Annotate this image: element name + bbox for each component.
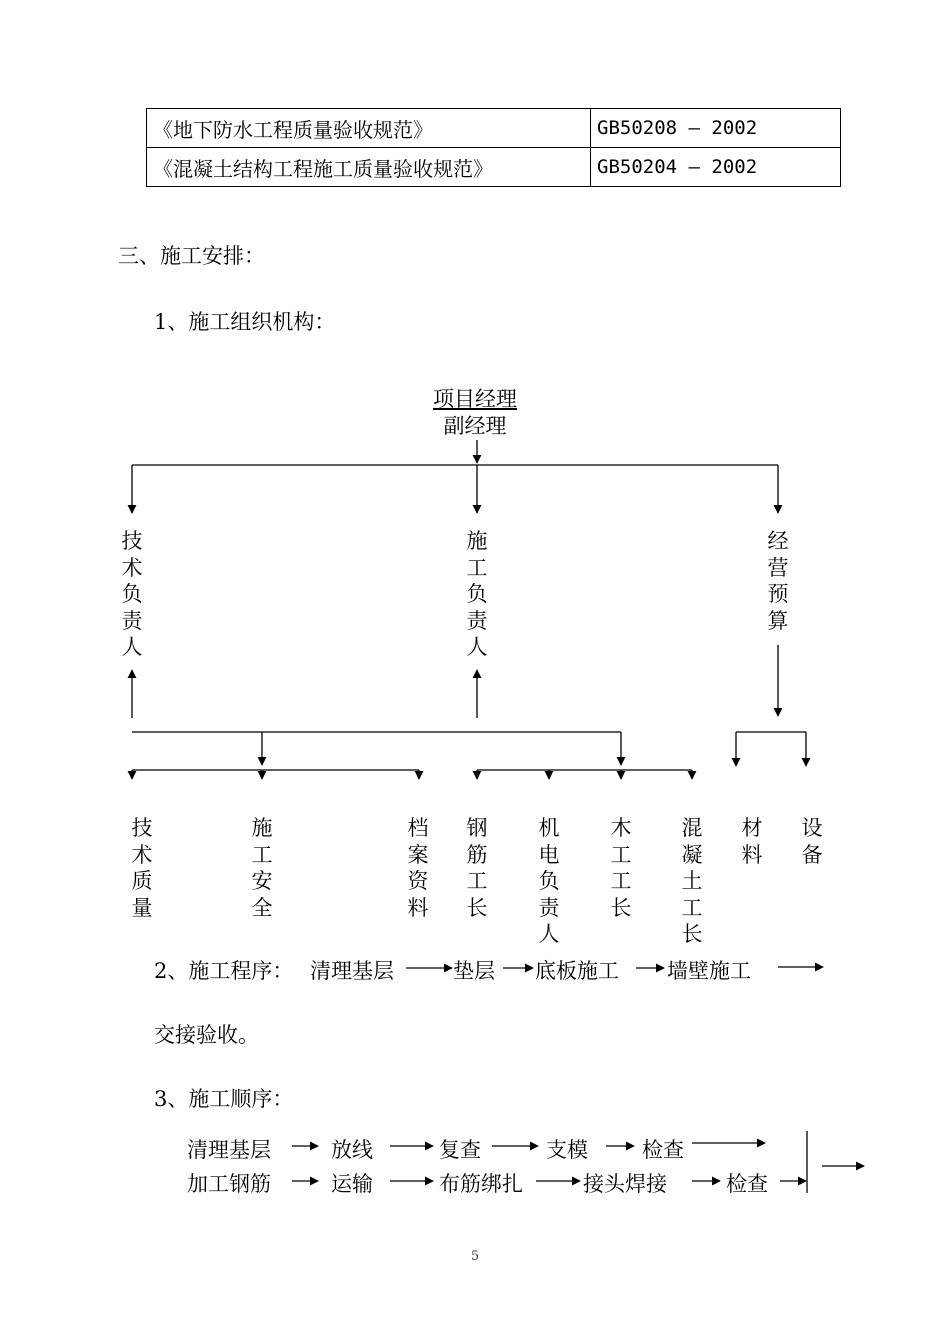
- sequence-step: 清理基层: [187, 1138, 271, 1162]
- sequence-step: 检查: [726, 1172, 768, 1196]
- page-number: 5: [470, 1249, 480, 1264]
- section-heading: 三、施工安排：: [118, 244, 265, 268]
- org-node-archives: 档 案 资 料: [407, 816, 429, 920]
- org-node-concrete-foreman: 混 凝 土 工 长: [681, 816, 703, 946]
- org-node-project-manager: 项目经理: [433, 387, 517, 411]
- sequence-label: 3、施工顺序：: [154, 1087, 294, 1111]
- org-node-quality: 技 术 质 量: [131, 816, 153, 920]
- org-node-rebar-foreman: 钢 筋 工 长: [466, 816, 488, 920]
- sequence-step: 放线: [331, 1138, 373, 1162]
- standard-code: GB50204 – 2002: [591, 148, 841, 187]
- org-node-budget: 经 营 预 算: [767, 529, 789, 633]
- procedure-label: 2、施工程序：: [154, 959, 294, 983]
- org-node-equipment: 设 备: [801, 816, 823, 867]
- standard-code: GB50208 – 2002: [591, 109, 841, 148]
- standard-name: 《地下防水工程质量验收规范》: [147, 109, 591, 148]
- procedure-step: 底板施工: [535, 959, 619, 983]
- sequence-step: 复查: [439, 1138, 481, 1162]
- sequence-step: 检查: [642, 1138, 684, 1162]
- org-node-carpentry-foreman: 木 工 工 长: [610, 816, 632, 920]
- sequence-step: 接头焊接: [583, 1172, 667, 1196]
- sequence-step: 布筋绑扎: [439, 1172, 523, 1196]
- procedure-tail: 交接验收。: [154, 1023, 259, 1047]
- org-node-construction-lead: 施 工 负 责 人: [466, 529, 488, 659]
- procedure-step: 垫层: [453, 959, 495, 983]
- standard-name: 《混凝土结构工程施工质量验收规范》: [147, 148, 591, 187]
- sequence-step: 加工钢筋: [187, 1172, 271, 1196]
- org-node-electromechanical: 机 电 负 责 人: [538, 816, 560, 946]
- sequence-step: 运输: [331, 1172, 373, 1196]
- procedure-step: 清理基层: [310, 959, 394, 983]
- sequence-step: 支模: [546, 1138, 588, 1162]
- org-node-materials: 材 料: [741, 816, 763, 867]
- org-node-deputy-manager: 副经理: [443, 414, 507, 438]
- org-node-safety: 施 工 安 全: [251, 816, 273, 920]
- subsection-heading: 1、施工组织机构：: [154, 310, 336, 334]
- org-node-tech-lead: 技 术 负 责 人: [121, 529, 143, 659]
- procedure-step: 墙壁施工: [667, 959, 751, 983]
